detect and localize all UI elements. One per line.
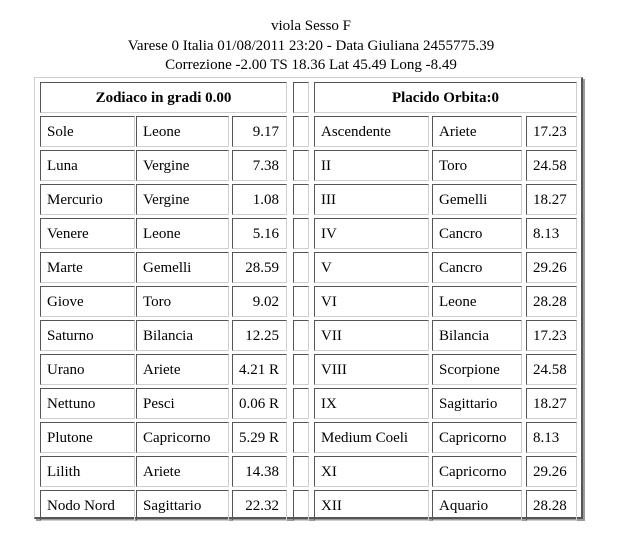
house-name: VIII	[314, 354, 429, 385]
house-name: Ascendente	[314, 116, 429, 147]
column-gap	[293, 320, 309, 351]
planet-degree: 22.32	[232, 490, 287, 521]
planet-name: Giove	[40, 286, 135, 317]
column-gap	[293, 456, 309, 487]
house-degree: 29.26	[526, 252, 577, 283]
planet-degree: 28.59	[232, 252, 287, 283]
column-gap	[293, 422, 309, 453]
house-sign: Cancro	[432, 252, 522, 283]
house-name: V	[314, 252, 429, 283]
planet-name: Mercurio	[40, 184, 135, 215]
column-gap	[293, 218, 309, 249]
planet-name: Sole	[40, 116, 135, 147]
astro-table	[34, 77, 583, 519]
planet-degree: 9.02	[232, 286, 287, 317]
planet-sign: Capricorno	[136, 422, 229, 453]
header-correction: Correzione -2.00 TS 18.36 Lat 45.49 Long -8.49	[165, 57, 457, 73]
column-gap	[293, 490, 309, 521]
house-sign: Capricorno	[432, 422, 522, 453]
planet-degree: 0.06 R	[232, 388, 287, 419]
planet-degree: 5.29 R	[232, 422, 287, 453]
header-name: viola Sesso F	[270, 18, 351, 34]
planet-name: Lilith	[40, 456, 135, 487]
planet-sign: Toro	[136, 286, 229, 317]
planet-degree: 12.25	[232, 320, 287, 351]
house-name: VII	[314, 320, 429, 351]
house-sign: Capricorno	[432, 456, 522, 487]
house-degree: 18.27	[526, 184, 577, 215]
planet-degree: 7.38	[232, 150, 287, 181]
column-gap	[293, 286, 309, 317]
planet-sign: Leone	[136, 116, 229, 147]
planet-name: Nettuno	[40, 388, 135, 419]
planet-name: Marte	[40, 252, 135, 283]
planet-degree: 9.17	[232, 116, 287, 147]
house-degree: 28.28	[526, 490, 577, 521]
column-gap	[293, 184, 309, 215]
house-name: IV	[314, 218, 429, 249]
house-degree: 24.58	[526, 354, 577, 385]
house-degree: 29.26	[526, 456, 577, 487]
chart-header	[0, 17, 622, 76]
house-degree: 18.27	[526, 388, 577, 419]
house-sign: Bilancia	[432, 320, 522, 351]
zodiac-title: Zodiaco in gradi 0.00	[40, 82, 287, 113]
houses-title: Placido Orbita:0	[314, 82, 577, 113]
house-sign: Toro	[432, 150, 522, 181]
planet-degree: 1.08	[232, 184, 287, 215]
planet-sign: Vergine	[136, 150, 229, 181]
planet-name: Nodo Nord	[40, 490, 135, 521]
header-place-date: Varese 0 Italia 01/08/2011 23:20 - Data Giuliana 2455775.39	[127, 37, 495, 54]
planet-name: Saturno	[40, 320, 135, 351]
house-name: III	[314, 184, 429, 215]
house-sign: Cancro	[432, 218, 522, 249]
house-degree: 8.13	[526, 422, 577, 453]
house-degree: 28.28	[526, 286, 577, 317]
house-degree: 8.13	[526, 218, 577, 249]
house-name: IX	[314, 388, 429, 419]
planet-sign: Gemelli	[136, 252, 229, 283]
planet-name: Urano	[40, 354, 135, 385]
planet-name: Luna	[40, 150, 135, 181]
column-gap	[293, 354, 309, 385]
house-name: XI	[314, 456, 429, 487]
column-gap	[293, 388, 309, 419]
planet-sign: Pesci	[136, 388, 229, 419]
house-name: XII	[314, 490, 429, 521]
house-name: Medium Coeli	[314, 422, 429, 453]
house-degree: 17.23	[526, 320, 577, 351]
house-sign: Ariete	[432, 116, 522, 147]
house-sign: Sagittario	[432, 388, 522, 419]
house-name: VI	[314, 286, 429, 317]
planet-name: Plutone	[40, 422, 135, 453]
planet-sign: Sagittario	[136, 490, 229, 521]
house-degree: 24.58	[526, 150, 577, 181]
planet-degree: 14.38	[232, 456, 287, 487]
planet-sign: Ariete	[136, 456, 229, 487]
planet-sign: Vergine	[136, 184, 229, 215]
column-gap	[293, 116, 309, 147]
planet-sign: Bilancia	[136, 320, 229, 351]
planet-name: Venere	[40, 218, 135, 249]
planet-degree: 4.21 R	[232, 354, 287, 385]
planet-sign: Leone	[136, 218, 229, 249]
house-sign: Scorpione	[432, 354, 522, 385]
house-name: II	[314, 150, 429, 181]
house-degree: 17.23	[526, 116, 577, 147]
column-gap	[293, 82, 309, 113]
house-sign: Gemelli	[432, 184, 522, 215]
house-sign: Leone	[432, 286, 522, 317]
house-sign: Aquario	[432, 490, 522, 521]
column-gap	[293, 150, 309, 181]
column-gap	[293, 252, 309, 283]
planet-degree: 5.16	[232, 218, 287, 249]
planet-sign: Ariete	[136, 354, 229, 385]
